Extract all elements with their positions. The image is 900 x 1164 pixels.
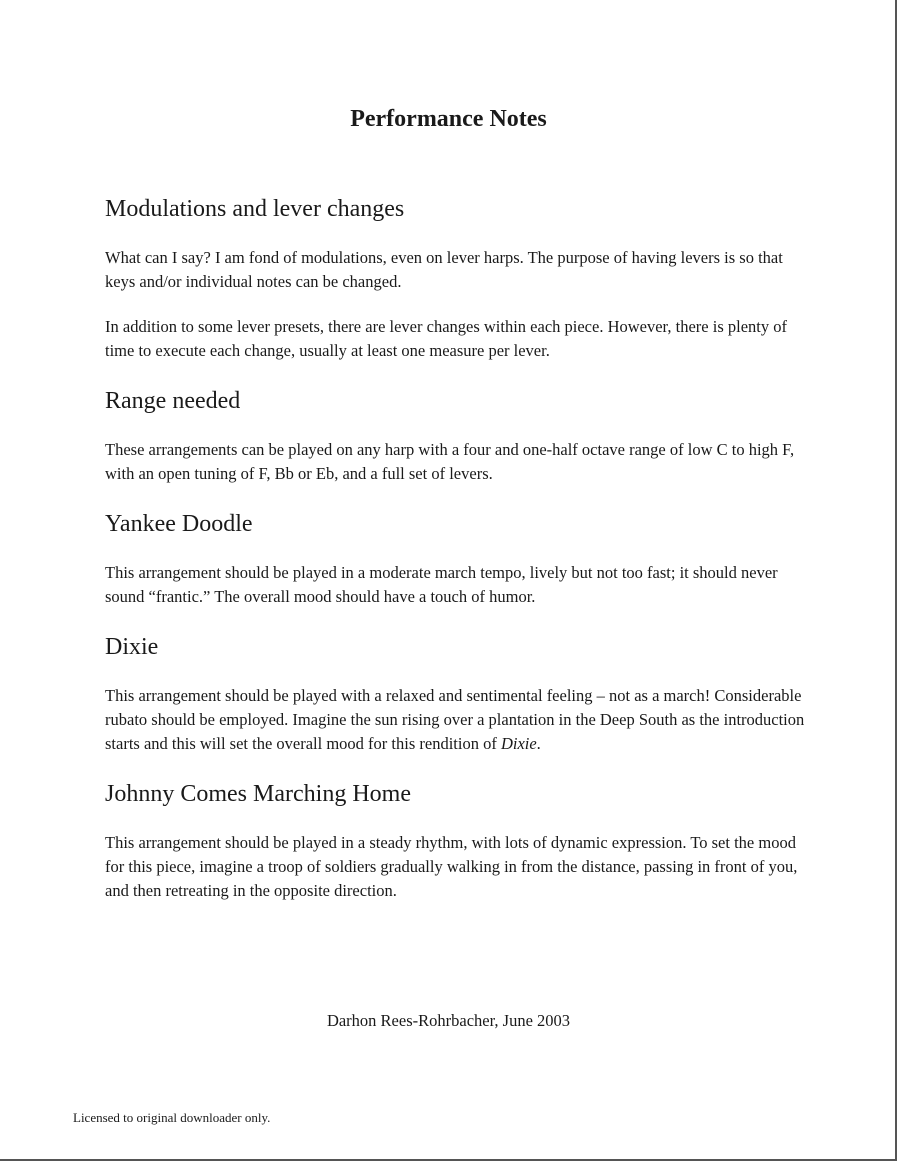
- section-johnny: [105, 777, 805, 903]
- section-heading: Range needed: [105, 388, 241, 414]
- section-yankee-doodle: [105, 507, 805, 609]
- italic-title: Dixie: [500, 734, 537, 753]
- license-notice: Licensed to original downloader only.: [73, 1110, 271, 1125]
- section-range: [105, 384, 805, 486]
- paragraph: This arrangement should be played in a moderate march tempo, lively but not too fast; it should never sound “frantic.” The overall mood should have a touch of humor.: [105, 563, 778, 606]
- punctuation: .: [536, 734, 541, 753]
- paragraph: [105, 684, 805, 756]
- section-modulations: [105, 192, 805, 363]
- section-heading: Modulations and lever changes: [105, 196, 405, 222]
- section-heading: Yankee Doodle: [105, 511, 253, 537]
- section-dixie: [105, 630, 805, 756]
- section-heading: Johnny Comes Marching Home: [105, 781, 411, 807]
- paragraph-text: This arrangement should be played with a relaxed and sentimental feeling – not as a march! Considerable rubato should be employed. Imagine the sun rising over a plantation in the Deep South as the introduction starts and this will set the overall mood for this rendition of: [105, 686, 805, 753]
- paragraph: In addition to some lever presets, there are lever changes within each piece. However, there is plenty of time to execute each change, usually at least one measure per lever.: [105, 317, 787, 360]
- paragraph: These arrangements can be played on any harp with a four and one-half octave range of low C to high F, with an open tuning of F, Bb or Eb, and a full set of levers.: [105, 440, 795, 483]
- section-heading: Dixie: [105, 634, 159, 660]
- signature: Darhon Rees-Rohrbacher, June 2003: [326, 1011, 571, 1030]
- paragraph: This arrangement should be played in a steady rhythm, with lots of dynamic expression. To set the mood for this piece, imagine a troop of soldiers gradually walking in from the distance, passing in front of you, and then retreating in the opposite direction.: [105, 833, 798, 900]
- paragraph: What can I say? I am fond of modulations, even on lever harps. The purpose of having levers is so that keys and/or individual notes can be changed.: [105, 248, 783, 291]
- page-title: Performance Notes: [350, 106, 547, 132]
- document-body: [105, 192, 805, 924]
